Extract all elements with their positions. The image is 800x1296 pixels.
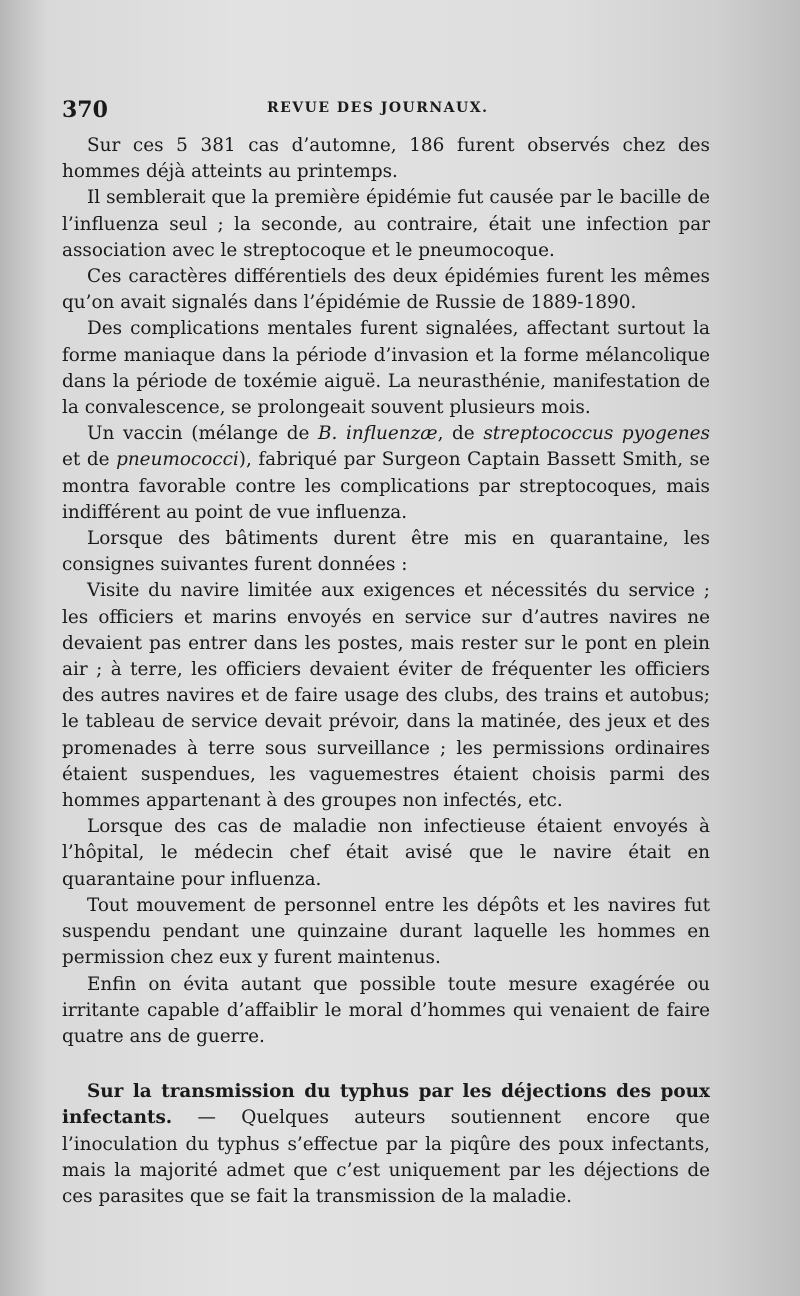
paragraph: Lorsque des bâtiments durent être mis en quarantaine, les consignes suivantes furent données : — [62, 528, 710, 576]
paragraph: Il semblerait que la première épidémie fut causée par le bacille de l’influenza seul ; la seconde, au contraire, était une infection par association avec le streptocoque et le pneumocoque. — [62, 187, 710, 261]
section-paragraph — [62, 1079, 710, 1210]
running-head: REVUE DES JOURNAUX. — [267, 100, 489, 116]
paragraph: Ces caractères différentiels des deux épidémies furent les mêmes qu’on avait signalés dans l’épidémie de Russie de 1889-1890. — [62, 266, 710, 314]
paragraph: Sur ces 5 381 cas d’automne, 186 furent observés chez des hommes déjà atteints au printemps. — [62, 135, 710, 183]
text-run: et de — [62, 449, 117, 471]
paragraph: Enfin on évita autant que possible toute mesure exagérée ou irritante capable d’affaiblir le moral d’hommes qui venaient de faire quatre ans de guerre. — [62, 973, 710, 1047]
text-run: ), fabriqué par Surgeon Captain Bassett Smith, se montra favorable contre les complications par streptocoques, mais indifférent au point de vue influenza. — [62, 449, 710, 523]
paragraph: Tout mouvement de personnel entre les dépôts et les navires fut suspendu pendant une quinzaine durant laquelle les hommes en permission chez eux y furent maintenus. — [62, 894, 710, 969]
text-run: , de — [437, 423, 484, 445]
italic-term: streptococcus pyogenes — [483, 423, 710, 445]
italic-term: B. influenzæ — [318, 423, 438, 445]
page-number: 370 — [62, 97, 108, 123]
vaccine-paragraph — [62, 421, 710, 526]
text-run: Un vaccin (mélange de — [87, 423, 319, 445]
italic-term: pneumococci — [116, 449, 239, 471]
section-text: — Quelques auteurs soutiennent encore que l’inoculation du typhus s’effectue par la piqûre des poux infectants, mais la majorité admet que c’est uniquement par les déjections de ces parasites que se fait la transmission de la maladie. — [62, 1107, 710, 1207]
paragraph: Visite du navire limitée aux exigences et nécessités du service ; les officiers et marins envoyés en service sur d’autres navires ne devaient pas entrer dans les postes, mais rester sur le pont en plein air ; à terre, les officiers devaient éviter de fréquenter les officiers des autres navires et de faire usage des clubs, des trains et autobus; le tableau de service devait prévoir, dans la matinée, des jeux et des promenades à terre sous surveillance ; les permissions ordinaires étaient suspendues, les vaguemestres étaient choisis parmi des hommes appartenant à des groupes non infectés, etc. — [62, 580, 710, 812]
body-text — [62, 133, 710, 1210]
page-header — [62, 97, 710, 127]
section-title: Sur la transmission du typhus par les déjections des poux infectants. — [62, 1081, 710, 1129]
paragraph: Des complications mentales furent signalées, affectant surtout la forme maniaque dans la période d’invasion et la forme mélancolique dans la période de toxémie aiguë. La neurasthénie, manifestation de la convalescence, se prolongeait souvent plusieurs mois. — [62, 318, 710, 419]
paragraph: Lorsque des cas de maladie non infectieuse étaient envoyés à l’hôpital, le médecin chef était avisé que le navire était en quarantaine pour influenza. — [62, 816, 710, 890]
